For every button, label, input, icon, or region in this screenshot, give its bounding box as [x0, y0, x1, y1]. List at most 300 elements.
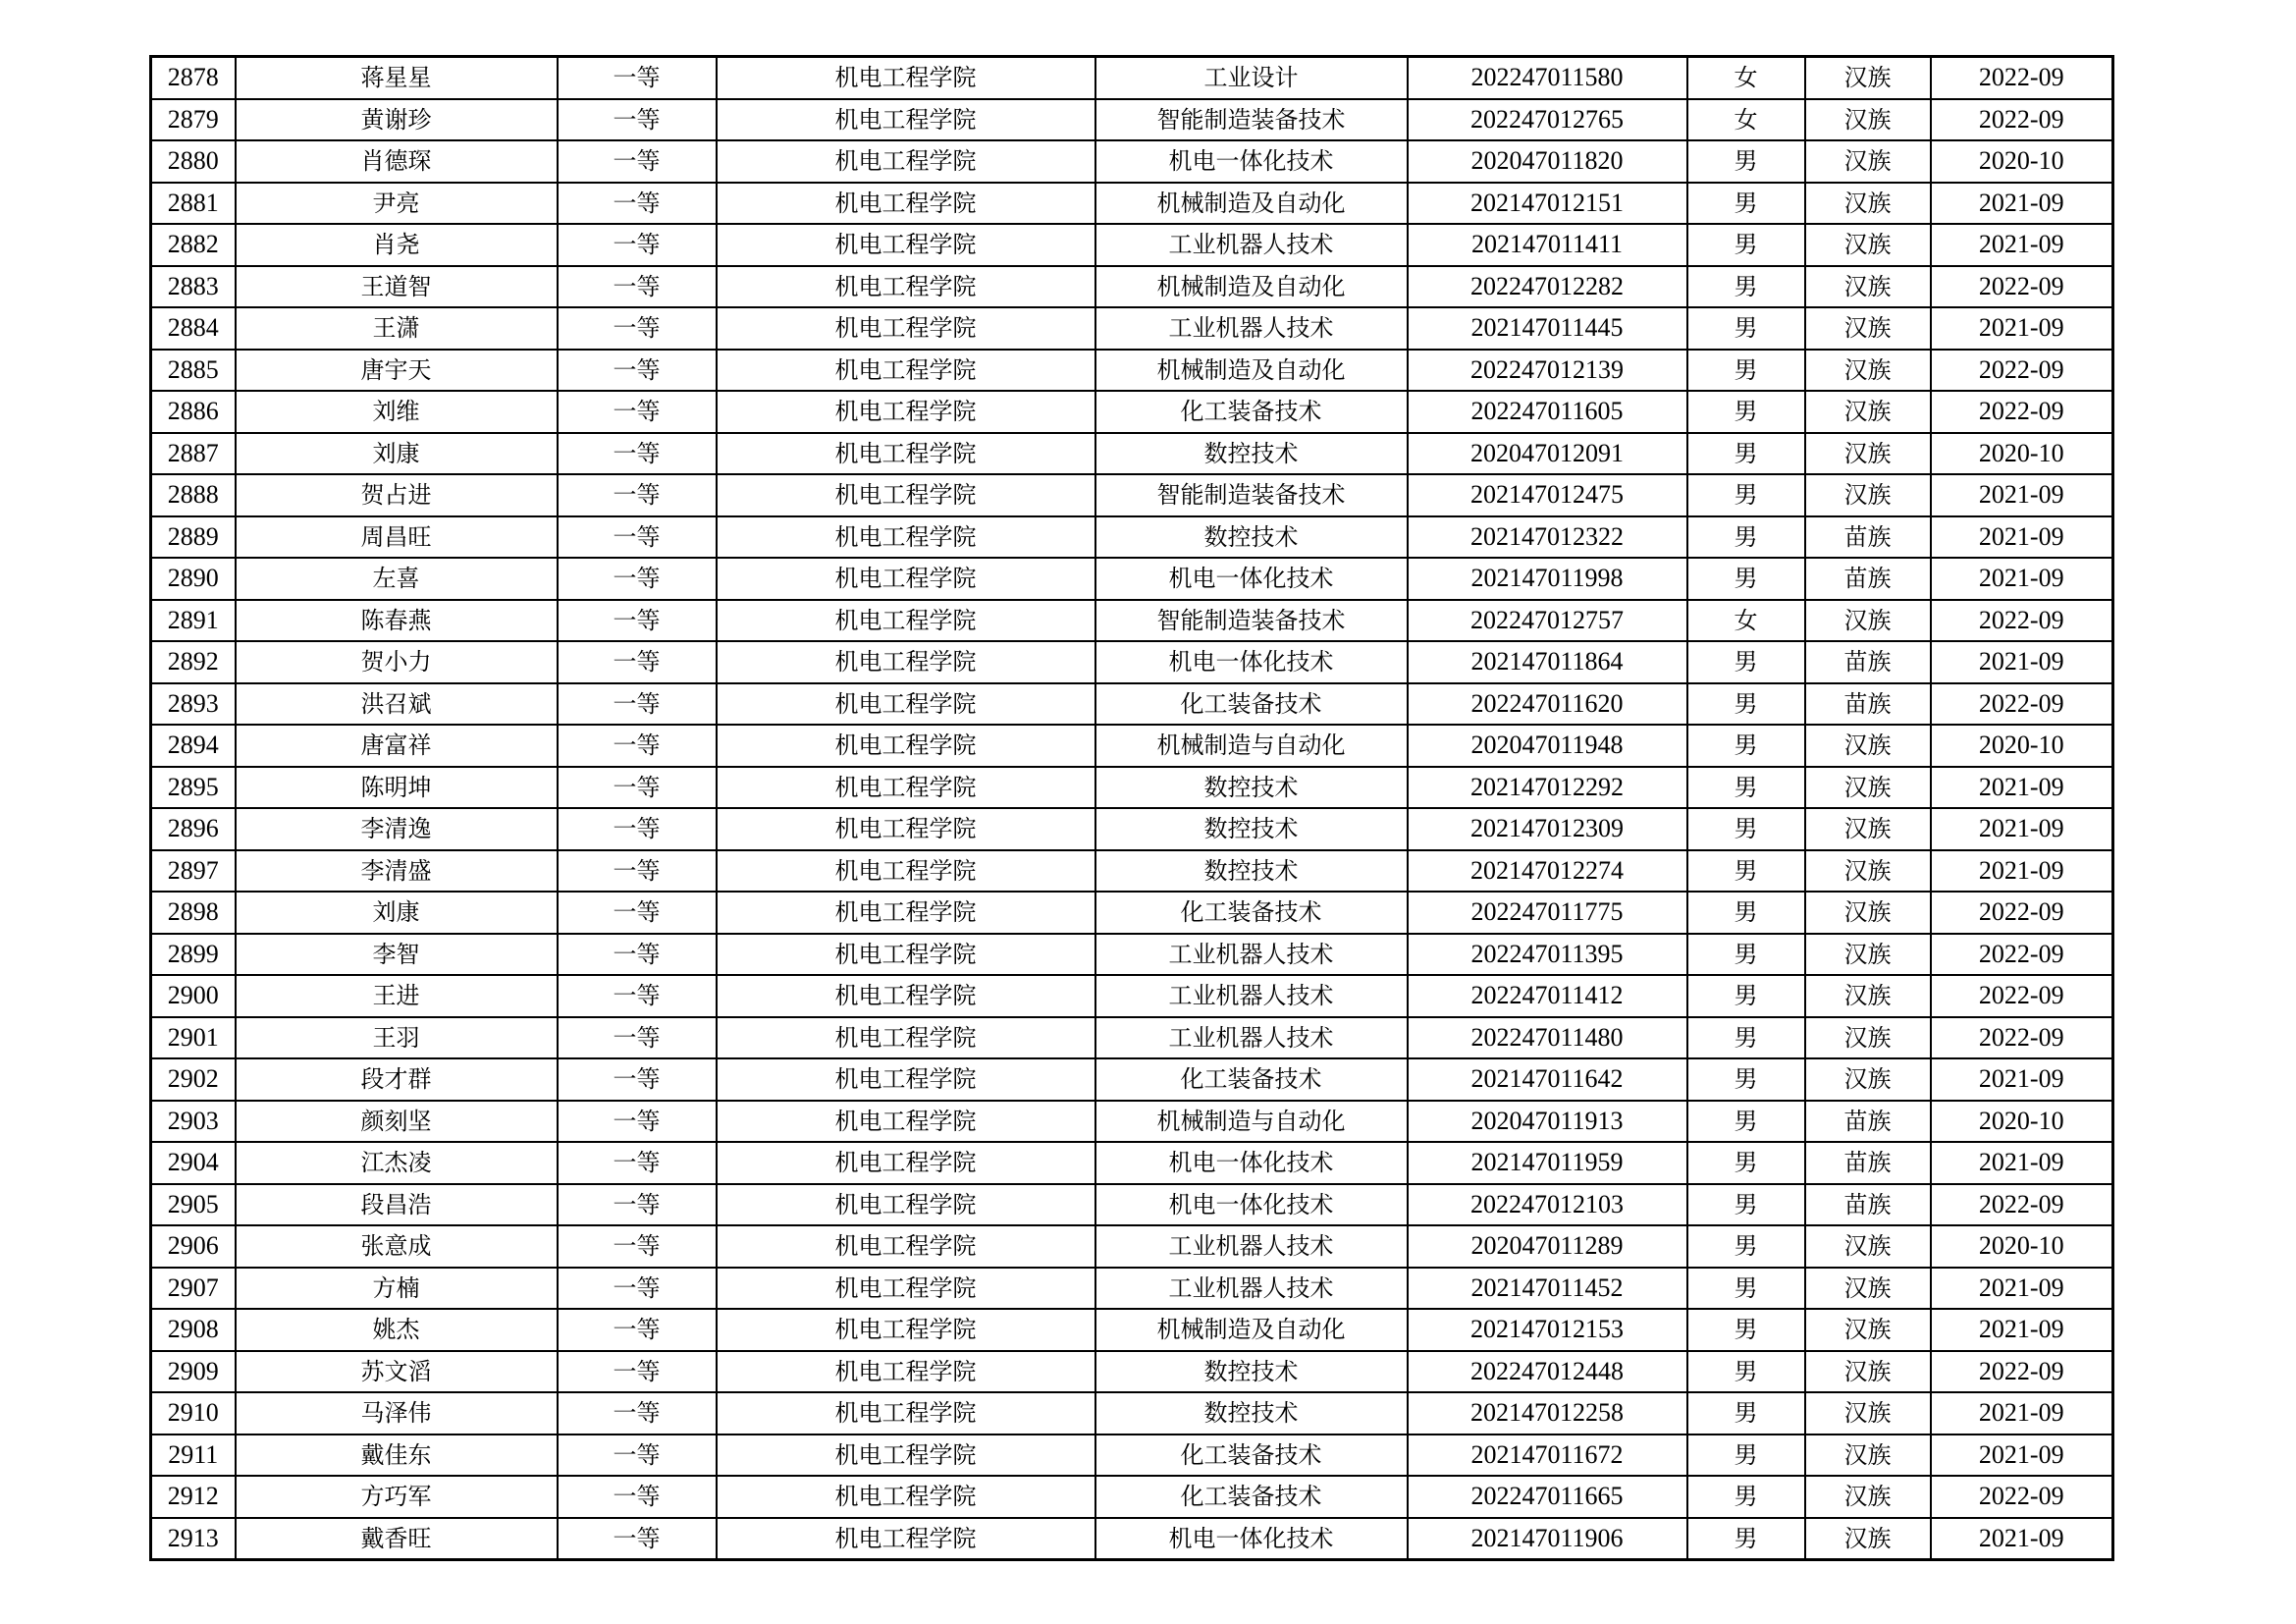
college-cell: 机电工程学院: [717, 57, 1095, 99]
gender-cell: 男: [1687, 725, 1805, 767]
ethnicity-cell: 汉族: [1805, 474, 1931, 516]
award-level-cell: 一等: [558, 1268, 717, 1310]
ethnicity-cell: 汉族: [1805, 1225, 1931, 1268]
gender-cell: 男: [1687, 850, 1805, 893]
award-level-cell: 一等: [558, 183, 717, 225]
student-id-cell: 202247011775: [1408, 892, 1687, 934]
table-row: [151, 307, 2113, 350]
ethnicity-cell: 苗族: [1805, 641, 1931, 683]
row-number-cell: 2894: [151, 725, 236, 767]
name-cell: 黄谢珍: [236, 99, 558, 141]
row-number-cell: 2902: [151, 1058, 236, 1101]
enrollment-date-cell: 2022-09: [1931, 1476, 2113, 1518]
gender-cell: 男: [1687, 1351, 1805, 1393]
row-number-cell: 2913: [151, 1518, 236, 1560]
enrollment-date-cell: 2021-09: [1931, 1435, 2113, 1477]
table-row: [151, 767, 2113, 809]
ethnicity-cell: 苗族: [1805, 1142, 1931, 1184]
student-id-cell: 202047011289: [1408, 1225, 1687, 1268]
student-id-cell: 202147012309: [1408, 808, 1687, 850]
row-number-cell: 2904: [151, 1142, 236, 1184]
row-number-cell: 2889: [151, 516, 236, 559]
gender-cell: 女: [1687, 600, 1805, 642]
ethnicity-cell: 汉族: [1805, 1309, 1931, 1351]
college-cell: 机电工程学院: [717, 183, 1095, 225]
table-row: [151, 725, 2113, 767]
major-cell: 智能制造装备技术: [1095, 99, 1408, 141]
student-id-cell: 202147011411: [1408, 224, 1687, 266]
college-cell: 机电工程学院: [717, 1476, 1095, 1518]
student-id-cell: 202247011665: [1408, 1476, 1687, 1518]
college-cell: 机电工程学院: [717, 1058, 1095, 1101]
ethnicity-cell: 汉族: [1805, 725, 1931, 767]
award-level-cell: 一等: [558, 1351, 717, 1393]
name-cell: 唐宇天: [236, 350, 558, 392]
enrollment-date-cell: 2021-09: [1931, 1309, 2113, 1351]
name-cell: 李清盛: [236, 850, 558, 893]
enrollment-date-cell: 2022-09: [1931, 1184, 2113, 1226]
major-cell: 机电一体化技术: [1095, 641, 1408, 683]
college-cell: 机电工程学院: [717, 892, 1095, 934]
student-id-cell: 202247011620: [1408, 683, 1687, 726]
table-row: [151, 683, 2113, 726]
enrollment-date-cell: 2022-09: [1931, 892, 2113, 934]
ethnicity-cell: 汉族: [1805, 140, 1931, 183]
table-body: [151, 57, 2113, 1560]
award-level-cell: 一等: [558, 307, 717, 350]
table-row: [151, 1142, 2113, 1184]
ethnicity-cell: 汉族: [1805, 934, 1931, 976]
major-cell: 工业机器人技术: [1095, 1268, 1408, 1310]
student-id-cell: 202147011959: [1408, 1142, 1687, 1184]
college-cell: 机电工程学院: [717, 767, 1095, 809]
row-number-cell: 2888: [151, 474, 236, 516]
college-cell: 机电工程学院: [717, 1435, 1095, 1477]
name-cell: 尹亮: [236, 183, 558, 225]
table-row: [151, 57, 2113, 99]
gender-cell: 男: [1687, 1518, 1805, 1560]
enrollment-date-cell: 2022-09: [1931, 1017, 2113, 1059]
major-cell: 工业设计: [1095, 57, 1408, 99]
gender-cell: 男: [1687, 1058, 1805, 1101]
college-cell: 机电工程学院: [717, 433, 1095, 475]
name-cell: 方楠: [236, 1268, 558, 1310]
award-level-cell: 一等: [558, 600, 717, 642]
award-level-cell: 一等: [558, 1225, 717, 1268]
enrollment-date-cell: 2020-10: [1931, 433, 2113, 475]
ethnicity-cell: 汉族: [1805, 99, 1931, 141]
award-level-cell: 一等: [558, 433, 717, 475]
college-cell: 机电工程学院: [717, 934, 1095, 976]
name-cell: 段才群: [236, 1058, 558, 1101]
table-row: [151, 892, 2113, 934]
major-cell: 机电一体化技术: [1095, 1142, 1408, 1184]
table-row: [151, 1225, 2113, 1268]
award-level-cell: 一等: [558, 975, 717, 1017]
college-cell: 机电工程学院: [717, 558, 1095, 600]
enrollment-date-cell: 2021-09: [1931, 808, 2113, 850]
gender-cell: 男: [1687, 892, 1805, 934]
award-level-cell: 一等: [558, 1392, 717, 1435]
student-id-cell: 202147012153: [1408, 1309, 1687, 1351]
enrollment-date-cell: 2021-09: [1931, 224, 2113, 266]
row-number-cell: 2911: [151, 1435, 236, 1477]
award-level-cell: 一等: [558, 641, 717, 683]
row-number-cell: 2905: [151, 1184, 236, 1226]
student-id-cell: 202147011672: [1408, 1435, 1687, 1477]
college-cell: 机电工程学院: [717, 224, 1095, 266]
enrollment-date-cell: 2021-09: [1931, 558, 2113, 600]
ethnicity-cell: 苗族: [1805, 1184, 1931, 1226]
name-cell: 肖尧: [236, 224, 558, 266]
row-number-cell: 2907: [151, 1268, 236, 1310]
enrollment-date-cell: 2022-09: [1931, 683, 2113, 726]
award-level-cell: 一等: [558, 1101, 717, 1143]
name-cell: 江杰凌: [236, 1142, 558, 1184]
major-cell: 机械制造及自动化: [1095, 183, 1408, 225]
student-id-cell: 202047012091: [1408, 433, 1687, 475]
gender-cell: 男: [1687, 808, 1805, 850]
major-cell: 工业机器人技术: [1095, 934, 1408, 976]
award-level-cell: 一等: [558, 892, 717, 934]
ethnicity-cell: 汉族: [1805, 767, 1931, 809]
student-id-cell: 202147011864: [1408, 641, 1687, 683]
row-number-cell: 2901: [151, 1017, 236, 1059]
major-cell: 数控技术: [1095, 433, 1408, 475]
gender-cell: 男: [1687, 1268, 1805, 1310]
college-cell: 机电工程学院: [717, 641, 1095, 683]
enrollment-date-cell: 2022-09: [1931, 600, 2113, 642]
award-level-cell: 一等: [558, 1476, 717, 1518]
ethnicity-cell: 汉族: [1805, 1268, 1931, 1310]
gender-cell: 男: [1687, 934, 1805, 976]
college-cell: 机电工程学院: [717, 1309, 1095, 1351]
table-row: [151, 266, 2113, 308]
student-id-cell: 202247012448: [1408, 1351, 1687, 1393]
college-cell: 机电工程学院: [717, 99, 1095, 141]
award-level-cell: 一等: [558, 140, 717, 183]
name-cell: 方巧军: [236, 1476, 558, 1518]
college-cell: 机电工程学院: [717, 1268, 1095, 1310]
table-row: [151, 1309, 2113, 1351]
table-row: [151, 600, 2113, 642]
enrollment-date-cell: 2021-09: [1931, 1058, 2113, 1101]
name-cell: 马泽伟: [236, 1392, 558, 1435]
college-cell: 机电工程学院: [717, 600, 1095, 642]
student-id-cell: 202147011445: [1408, 307, 1687, 350]
student-list-table: [149, 55, 2114, 1561]
enrollment-date-cell: 2022-09: [1931, 350, 2113, 392]
major-cell: 数控技术: [1095, 808, 1408, 850]
row-number-cell: 2912: [151, 1476, 236, 1518]
enrollment-date-cell: 2022-09: [1931, 975, 2113, 1017]
ethnicity-cell: 汉族: [1805, 224, 1931, 266]
row-number-cell: 2880: [151, 140, 236, 183]
table-row: [151, 934, 2113, 976]
table-row: [151, 558, 2113, 600]
major-cell: 工业机器人技术: [1095, 1225, 1408, 1268]
enrollment-date-cell: 2021-09: [1931, 474, 2113, 516]
ethnicity-cell: 汉族: [1805, 850, 1931, 893]
major-cell: 机械制造及自动化: [1095, 1309, 1408, 1351]
gender-cell: 男: [1687, 140, 1805, 183]
ethnicity-cell: 汉族: [1805, 975, 1931, 1017]
college-cell: 机电工程学院: [717, 683, 1095, 726]
table-row: [151, 224, 2113, 266]
student-id-cell: 202147012292: [1408, 767, 1687, 809]
award-level-cell: 一等: [558, 516, 717, 559]
ethnicity-cell: 汉族: [1805, 1392, 1931, 1435]
table-row: [151, 1017, 2113, 1059]
gender-cell: 男: [1687, 641, 1805, 683]
college-cell: 机电工程学院: [717, 725, 1095, 767]
enrollment-date-cell: 2020-10: [1931, 1101, 2113, 1143]
table-row: [151, 350, 2113, 392]
table-row: [151, 1268, 2113, 1310]
gender-cell: 男: [1687, 1309, 1805, 1351]
table-row: [151, 391, 2113, 433]
gender-cell: 男: [1687, 266, 1805, 308]
ethnicity-cell: 汉族: [1805, 307, 1931, 350]
gender-cell: 男: [1687, 516, 1805, 559]
ethnicity-cell: 汉族: [1805, 892, 1931, 934]
student-id-cell: 202247012282: [1408, 266, 1687, 308]
name-cell: 戴香旺: [236, 1518, 558, 1560]
major-cell: 数控技术: [1095, 516, 1408, 559]
name-cell: 贺占进: [236, 474, 558, 516]
enrollment-date-cell: 2022-09: [1931, 99, 2113, 141]
college-cell: 机电工程学院: [717, 350, 1095, 392]
table-row: [151, 1058, 2113, 1101]
ethnicity-cell: 汉族: [1805, 391, 1931, 433]
gender-cell: 男: [1687, 474, 1805, 516]
ethnicity-cell: 汉族: [1805, 1518, 1931, 1560]
award-level-cell: 一等: [558, 850, 717, 893]
enrollment-date-cell: 2022-09: [1931, 934, 2113, 976]
major-cell: 机电一体化技术: [1095, 1518, 1408, 1560]
college-cell: 机电工程学院: [717, 1225, 1095, 1268]
student-id-cell: 202147011906: [1408, 1518, 1687, 1560]
enrollment-date-cell: 2020-10: [1931, 1225, 2113, 1268]
gender-cell: 男: [1687, 183, 1805, 225]
ethnicity-cell: 汉族: [1805, 1017, 1931, 1059]
major-cell: 数控技术: [1095, 1351, 1408, 1393]
college-cell: 机电工程学院: [717, 850, 1095, 893]
table-row: [151, 1351, 2113, 1393]
major-cell: 机电一体化技术: [1095, 140, 1408, 183]
ethnicity-cell: 汉族: [1805, 1476, 1931, 1518]
award-level-cell: 一等: [558, 1058, 717, 1101]
major-cell: 智能制造装备技术: [1095, 600, 1408, 642]
name-cell: 王潇: [236, 307, 558, 350]
student-id-cell: 202247012103: [1408, 1184, 1687, 1226]
major-cell: 工业机器人技术: [1095, 224, 1408, 266]
gender-cell: 女: [1687, 57, 1805, 99]
major-cell: 工业机器人技术: [1095, 307, 1408, 350]
gender-cell: 男: [1687, 558, 1805, 600]
table-row: [151, 1476, 2113, 1518]
ethnicity-cell: 汉族: [1805, 57, 1931, 99]
enrollment-date-cell: 2021-09: [1931, 307, 2113, 350]
award-level-cell: 一等: [558, 934, 717, 976]
ethnicity-cell: 汉族: [1805, 808, 1931, 850]
table-row: [151, 99, 2113, 141]
name-cell: 贺小力: [236, 641, 558, 683]
major-cell: 机械制造及自动化: [1095, 350, 1408, 392]
major-cell: 机电一体化技术: [1095, 558, 1408, 600]
student-id-cell: 202247011412: [1408, 975, 1687, 1017]
ethnicity-cell: 汉族: [1805, 1058, 1931, 1101]
major-cell: 机械制造与自动化: [1095, 1101, 1408, 1143]
table-row: [151, 1392, 2113, 1435]
table-row: [151, 516, 2113, 559]
table-row: [151, 641, 2113, 683]
name-cell: 段昌浩: [236, 1184, 558, 1226]
college-cell: 机电工程学院: [717, 1017, 1095, 1059]
award-level-cell: 一等: [558, 1017, 717, 1059]
award-level-cell: 一等: [558, 391, 717, 433]
name-cell: 王道智: [236, 266, 558, 308]
award-level-cell: 一等: [558, 1435, 717, 1477]
name-cell: 李清逸: [236, 808, 558, 850]
student-id-cell: 202147011642: [1408, 1058, 1687, 1101]
gender-cell: 男: [1687, 975, 1805, 1017]
student-id-cell: 202147012258: [1408, 1392, 1687, 1435]
name-cell: 周昌旺: [236, 516, 558, 559]
major-cell: 数控技术: [1095, 1392, 1408, 1435]
award-level-cell: 一等: [558, 57, 717, 99]
table-row: [151, 808, 2113, 850]
ethnicity-cell: 苗族: [1805, 1101, 1931, 1143]
table-row: [151, 975, 2113, 1017]
ethnicity-cell: 苗族: [1805, 558, 1931, 600]
name-cell: 刘康: [236, 892, 558, 934]
college-cell: 机电工程学院: [717, 1392, 1095, 1435]
major-cell: 化工装备技术: [1095, 892, 1408, 934]
major-cell: 机电一体化技术: [1095, 1184, 1408, 1226]
award-level-cell: 一等: [558, 474, 717, 516]
table-row: [151, 1435, 2113, 1477]
row-number-cell: 2890: [151, 558, 236, 600]
college-cell: 机电工程学院: [717, 1142, 1095, 1184]
college-cell: 机电工程学院: [717, 474, 1095, 516]
award-level-cell: 一等: [558, 725, 717, 767]
student-id-cell: 202047011948: [1408, 725, 1687, 767]
student-id-cell: 202247011395: [1408, 934, 1687, 976]
table-row: [151, 1518, 2113, 1560]
name-cell: 肖德琛: [236, 140, 558, 183]
row-number-cell: 2908: [151, 1309, 236, 1351]
name-cell: 苏文滔: [236, 1351, 558, 1393]
enrollment-date-cell: 2022-09: [1931, 391, 2113, 433]
row-number-cell: 2895: [151, 767, 236, 809]
award-level-cell: 一等: [558, 767, 717, 809]
enrollment-date-cell: 2020-10: [1931, 725, 2113, 767]
enrollment-date-cell: 2022-09: [1931, 266, 2113, 308]
gender-cell: 男: [1687, 1017, 1805, 1059]
major-cell: 化工装备技术: [1095, 391, 1408, 433]
award-level-cell: 一等: [558, 266, 717, 308]
enrollment-date-cell: 2020-10: [1931, 140, 2113, 183]
college-cell: 机电工程学院: [717, 307, 1095, 350]
ethnicity-cell: 汉族: [1805, 1351, 1931, 1393]
table-row: [151, 183, 2113, 225]
table-row: [151, 140, 2113, 183]
college-cell: 机电工程学院: [717, 516, 1095, 559]
student-id-cell: 202147012151: [1408, 183, 1687, 225]
row-number-cell: 2883: [151, 266, 236, 308]
award-level-cell: 一等: [558, 558, 717, 600]
college-cell: 机电工程学院: [717, 1518, 1095, 1560]
gender-cell: 男: [1687, 391, 1805, 433]
row-number-cell: 2898: [151, 892, 236, 934]
ethnicity-cell: 汉族: [1805, 433, 1931, 475]
row-number-cell: 2899: [151, 934, 236, 976]
gender-cell: 男: [1687, 224, 1805, 266]
award-level-cell: 一等: [558, 99, 717, 141]
row-number-cell: 2897: [151, 850, 236, 893]
row-number-cell: 2900: [151, 975, 236, 1017]
row-number-cell: 2903: [151, 1101, 236, 1143]
award-level-cell: 一等: [558, 1142, 717, 1184]
student-id-cell: 202147011998: [1408, 558, 1687, 600]
gender-cell: 男: [1687, 1225, 1805, 1268]
ethnicity-cell: 苗族: [1805, 516, 1931, 559]
name-cell: 张意成: [236, 1225, 558, 1268]
award-level-cell: 一等: [558, 808, 717, 850]
ethnicity-cell: 汉族: [1805, 266, 1931, 308]
row-number-cell: 2909: [151, 1351, 236, 1393]
gender-cell: 男: [1687, 433, 1805, 475]
college-cell: 机电工程学院: [717, 140, 1095, 183]
major-cell: 工业机器人技术: [1095, 1017, 1408, 1059]
name-cell: 颜刻坚: [236, 1101, 558, 1143]
row-number-cell: 2885: [151, 350, 236, 392]
enrollment-date-cell: 2021-09: [1931, 1392, 2113, 1435]
enrollment-date-cell: 2021-09: [1931, 516, 2113, 559]
student-id-cell: 202247012757: [1408, 600, 1687, 642]
award-level-cell: 一等: [558, 683, 717, 726]
gender-cell: 男: [1687, 350, 1805, 392]
row-number-cell: 2891: [151, 600, 236, 642]
college-cell: 机电工程学院: [717, 391, 1095, 433]
major-cell: 机械制造与自动化: [1095, 725, 1408, 767]
student-id-cell: 202047011913: [1408, 1101, 1687, 1143]
student-id-cell: 202147011452: [1408, 1268, 1687, 1310]
enrollment-date-cell: 2021-09: [1931, 1142, 2113, 1184]
enrollment-date-cell: 2021-09: [1931, 767, 2113, 809]
name-cell: 唐富祥: [236, 725, 558, 767]
row-number-cell: 2906: [151, 1225, 236, 1268]
name-cell: 戴佳东: [236, 1435, 558, 1477]
row-number-cell: 2882: [151, 224, 236, 266]
college-cell: 机电工程学院: [717, 1184, 1095, 1226]
major-cell: 化工装备技术: [1095, 683, 1408, 726]
name-cell: 刘维: [236, 391, 558, 433]
row-number-cell: 2886: [151, 391, 236, 433]
ethnicity-cell: 苗族: [1805, 683, 1931, 726]
name-cell: 左喜: [236, 558, 558, 600]
gender-cell: 男: [1687, 1476, 1805, 1518]
row-number-cell: 2878: [151, 57, 236, 99]
student-id-cell: 202247011580: [1408, 57, 1687, 99]
name-cell: 陈明坤: [236, 767, 558, 809]
name-cell: 王羽: [236, 1017, 558, 1059]
gender-cell: 男: [1687, 767, 1805, 809]
major-cell: 工业机器人技术: [1095, 975, 1408, 1017]
award-level-cell: 一等: [558, 350, 717, 392]
name-cell: 姚杰: [236, 1309, 558, 1351]
